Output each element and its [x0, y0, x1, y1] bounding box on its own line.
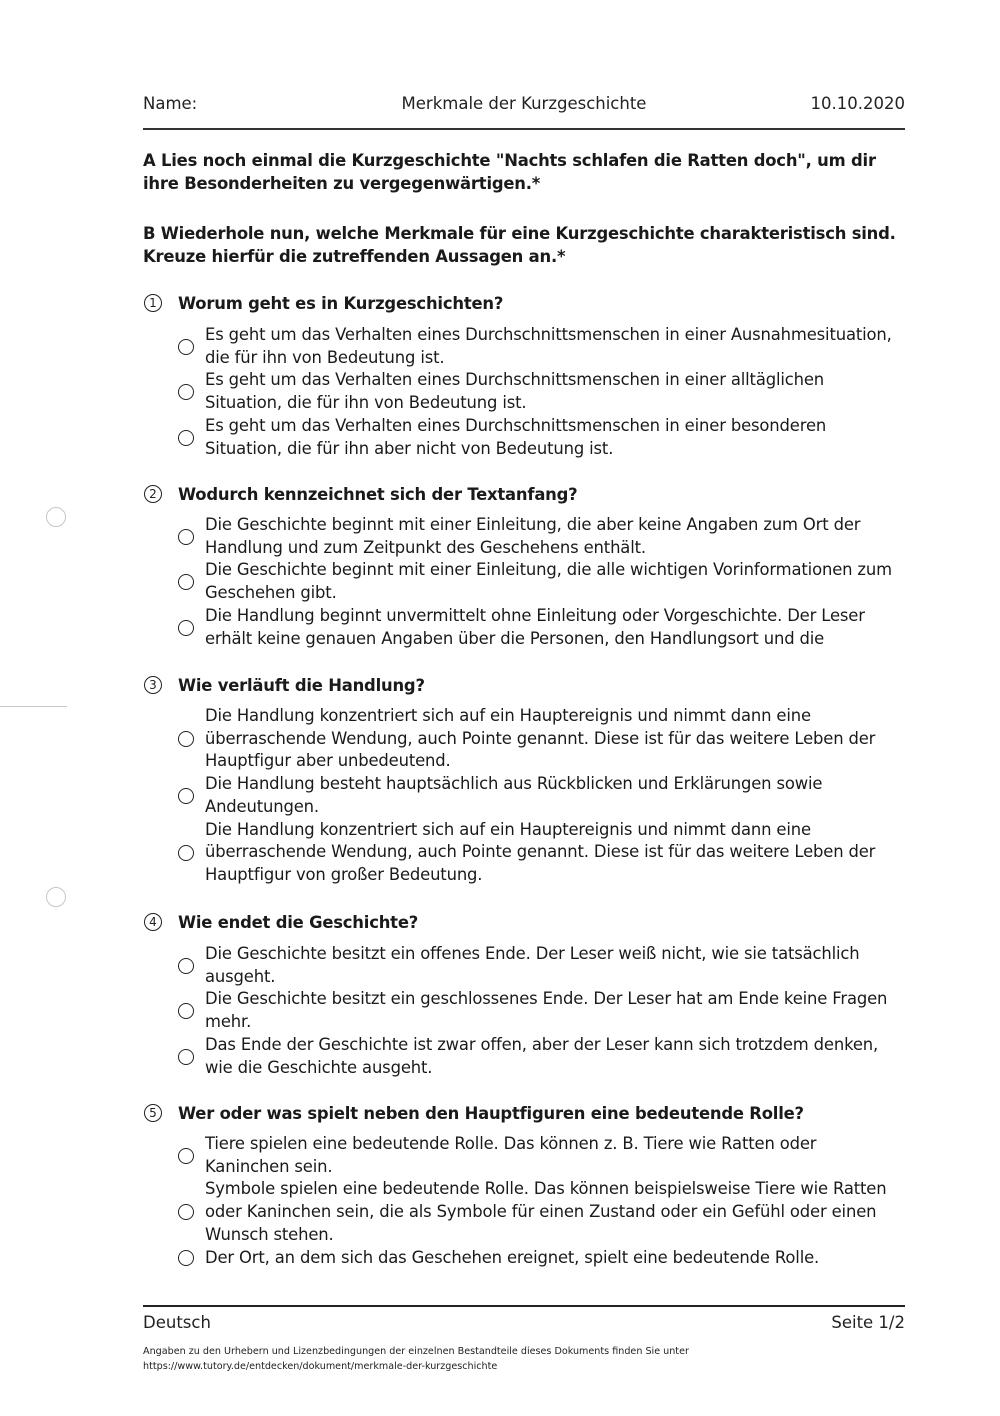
question-5: [143, 1102, 905, 1267]
answer-option[interactable]: [205, 1178, 905, 1246]
subject-label: Deutsch: [143, 1313, 211, 1332]
question-number-badge: 5: [144, 1104, 162, 1122]
option-text: Die Handlung konzentriert sich auf ein Hauptereignis und nimmt dann eine überraschende Wendung, auch Pointe genannt. Diese ist für das weitere Leben der Hauptfigur aber unbedeutend.: [205, 706, 876, 771]
question-text: Worum geht es in Kurzgeschichten?: [178, 294, 504, 313]
document-date: 10.10.2020: [810, 94, 905, 113]
answer-option[interactable]: [205, 559, 905, 604]
radio-circle-icon[interactable]: [178, 731, 194, 747]
answer-option[interactable]: [205, 1133, 905, 1178]
radio-circle-icon[interactable]: [178, 620, 194, 636]
punch-hole-mark: [46, 887, 66, 907]
option-text: Die Geschichte beginnt mit einer Einleitung, die aber keine Angaben zum Ort der Handlung und zum Zeitpunkt des Geschehens enthält.: [205, 515, 861, 557]
answer-option[interactable]: [205, 514, 905, 559]
question-text: Wodurch kennzeichnet sich der Textanfang?: [178, 485, 578, 504]
radio-circle-icon[interactable]: [178, 1204, 194, 1220]
question-number-badge: 2: [144, 485, 162, 503]
option-text: Die Geschichte besitzt ein offenes Ende. Der Leser weiß nicht, wie sie tatsächlich ausgeht.: [205, 944, 860, 986]
answer-option[interactable]: [205, 819, 905, 887]
header-divider: [143, 128, 905, 130]
fold-mark: [0, 706, 67, 707]
task-b-instruction: B Wiederhole nun, welche Merkmale für eine Kurzgeschichte charakteristisch sind. Kreuze hierfür die zutreffenden Aussagen an.*: [143, 224, 896, 266]
option-text: Die Geschichte beginnt mit einer Einleitung, die alle wichtigen Vorinformationen zum Geschehen gibt.: [205, 560, 892, 603]
answer-option[interactable]: [205, 943, 905, 988]
question-3: [143, 674, 905, 884]
radio-circle-icon[interactable]: [178, 788, 194, 804]
option-text: Tiere spielen eine bedeutende Rolle. Das können z. B. Tiere wie Ratten oder Kaninchen sein.: [205, 1134, 817, 1176]
option-text: Das Ende der Geschichte ist zwar offen, aber der Leser kann sich trotzdem denken, wie die Geschichte ausgeht.: [205, 1034, 879, 1077]
option-text: Der Ort, an dem sich das Geschehen ereignet, spielt eine bedeutende Rolle.: [205, 1247, 820, 1267]
question-text: Wie endet die Geschichte?: [178, 913, 419, 932]
credits-text: Angaben zu den Urhebern und Lizenzbedingungen der einzelnen Bestandteile dieses Dokuments finden Sie unter: [143, 1346, 689, 1357]
answer-option[interactable]: [205, 369, 905, 414]
question-text: Wie verläuft die Handlung?: [178, 676, 425, 695]
answer-option[interactable]: [205, 324, 905, 369]
option-text: Die Handlung besteht hauptsächlich aus Rückblicken und Erklärungen sowie Andeutungen.: [205, 774, 823, 816]
page-number: Seite 1/2: [831, 1313, 905, 1332]
option-text: Es geht um das Verhalten eines Durchschnittsmenschen in einer alltäglichen Situation, die für ihn von Bedeutung ist.: [205, 370, 825, 413]
option-text: Die Handlung konzentriert sich auf ein Hauptereignis und nimmt dann eine überraschende Wendung, auch Pointe genannt. Diese ist für das weitere Leben der Hauptfigur von großer Bedeutung.: [205, 819, 876, 884]
radio-circle-icon[interactable]: [178, 845, 194, 861]
radio-circle-icon[interactable]: [178, 1148, 194, 1164]
radio-circle-icon[interactable]: [178, 384, 194, 400]
radio-circle-icon[interactable]: [178, 1250, 194, 1266]
option-text: Symbole spielen eine bedeutende Rolle. Das können beispielsweise Tiere wie Ratten oder Kaninchen sein, die als Symbole für einen Zustand oder ein Gefühl oder einen Wunsch stehen.: [205, 1179, 887, 1244]
answer-option[interactable]: [205, 988, 905, 1033]
option-text: Es geht um das Verhalten eines Durchschnittsmenschen in einer Ausnahmesituation, die für ihn von Bedeutung ist.: [205, 325, 892, 367]
task-a-instruction: A Lies noch einmal die Kurzgeschichte "Nachts schlafen die Ratten doch", um dir ihre Besonderheiten zu vergegenwärtigen.*: [143, 151, 876, 193]
question-text: Wer oder was spielt neben den Hauptfiguren eine bedeutende Rolle?: [178, 1104, 804, 1123]
option-text: Die Handlung beginnt unvermittelt ohne Einleitung oder Vorgeschichte. Der Leser erhält keine genauen Angaben über die Personen, den Handlungsort und die: [205, 605, 865, 648]
question-1: [143, 292, 905, 458]
answer-option[interactable]: [205, 705, 905, 773]
punch-hole-mark: [46, 507, 66, 527]
answer-option[interactable]: [205, 1247, 905, 1270]
radio-circle-icon[interactable]: [178, 430, 194, 446]
option-text: Es geht um das Verhalten eines Durchschnittsmenschen in einer besonderen Situation, die für ihn aber nicht von Bedeutung ist.: [205, 415, 827, 458]
question-number-badge: 3: [144, 676, 162, 694]
page-header: [143, 94, 905, 120]
option-text: Die Geschichte besitzt ein geschlossenes Ende. Der Leser hat am Ende keine Fragen mehr.: [205, 989, 888, 1032]
radio-circle-icon[interactable]: [178, 339, 194, 355]
answer-option[interactable]: [205, 415, 905, 460]
radio-circle-icon[interactable]: [178, 529, 194, 545]
radio-circle-icon[interactable]: [178, 1049, 194, 1065]
document-title: Merkmale der Kurzgeschichte: [401, 94, 647, 113]
license-credits: [143, 1344, 905, 1374]
radio-circle-icon[interactable]: [178, 958, 194, 974]
question-number-badge: 4: [144, 913, 162, 931]
question-4: [143, 911, 905, 1077]
radio-circle-icon[interactable]: [178, 1003, 194, 1019]
radio-circle-icon[interactable]: [178, 574, 194, 590]
answer-option[interactable]: [205, 605, 905, 650]
answer-option[interactable]: [205, 773, 905, 818]
name-label: Name:: [143, 94, 198, 113]
answer-option[interactable]: [205, 1034, 905, 1079]
question-2: [143, 483, 905, 648]
question-number-badge: 1: [144, 294, 162, 312]
credits-url[interactable]: https://www.tutory.de/entdecken/dokument/merkmale-der-kurzgeschichte: [143, 1361, 498, 1372]
footer-divider: [143, 1305, 905, 1307]
